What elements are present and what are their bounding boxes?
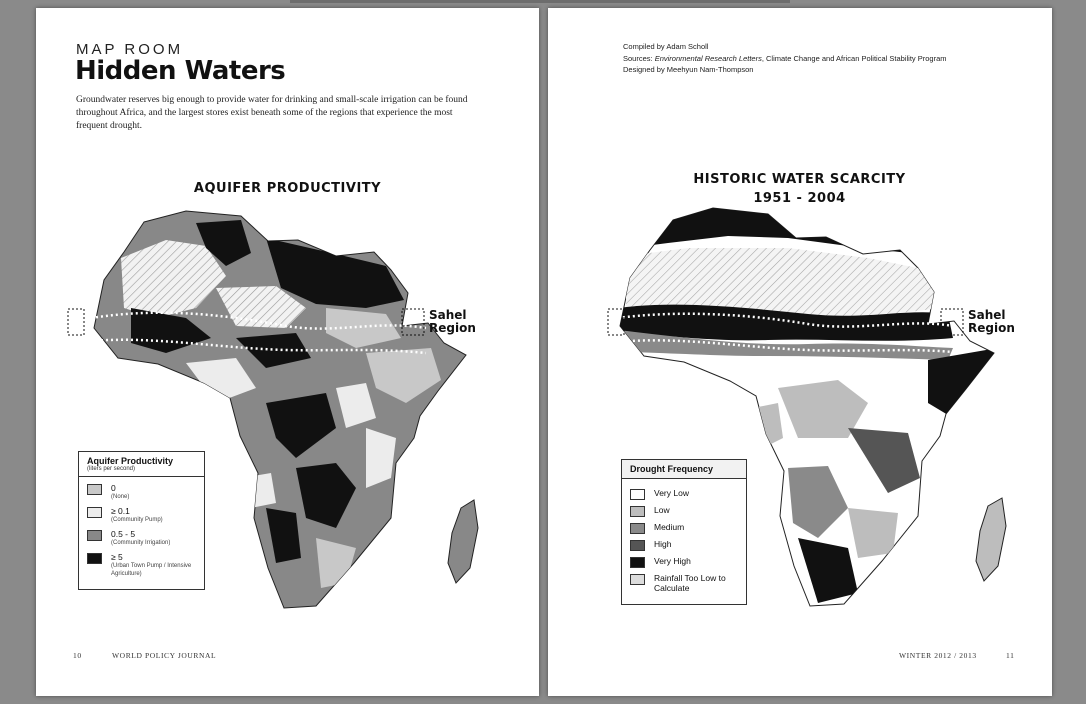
legend-swatch [630,574,645,585]
sahel-region-label: Sahel Region [429,308,476,335]
legend-swatch [630,489,645,500]
legend-swatch [630,523,645,534]
legend-item: High [630,539,738,551]
legend-item: Medium [630,522,738,534]
viewer-top-bar [290,0,790,3]
legend-swatch [630,506,645,517]
drought-legend [621,459,747,605]
legend-swatch [630,557,645,568]
legend-unit: (liters per second) [87,466,136,472]
aquifer-legend [78,451,205,590]
legend-item: ≥ 0.1 (Community Pump) [87,506,196,524]
legend-swatch [87,484,102,495]
sahel-bracket-west [68,309,84,335]
legend-item: Very Low [630,488,738,500]
folio-journal-name: WORLD POLICY JOURNAL [112,651,217,660]
madagascar [976,498,1006,581]
page-title: Hidden Waters [75,56,286,86]
aquifer-map-title: AQUIFER PRODUCTIVITY [193,181,382,196]
credit-compiled: Compiled by Adam Scholl [623,42,709,51]
legend-item: 0 (None) [87,483,196,501]
folio-page-number: 10 [73,651,82,660]
legend-item: Very High [630,556,738,568]
aquifer-productivity-map [36,8,539,696]
legend-swatch [87,530,102,541]
right-page [548,8,1052,696]
legend-swatch [630,540,645,551]
intro-paragraph: Groundwater reserves big enough to provide water for drinking and small-scale irrigation can be found throughout Africa, and the largest stores exist beneath some of the regions that experience the most frequent drought. [76,95,468,131]
legend-item: ≥ 5 (Urban Town Pump / Intensive Agriculture) [87,552,196,578]
folio-issue: WINTER 2012 / 2013 [899,651,977,660]
sahel-region-label: Sahel Region [968,308,1015,335]
credit-designed: Designed by Meehyun Nam-Thompson [623,65,754,74]
legend-item: Rainfall Too Low to Calculate [630,573,738,593]
legend-title: Aquifer Productivity [87,456,174,466]
legend-swatch [87,507,102,518]
left-page [36,8,539,696]
legend-title: Drought Frequency [630,464,714,474]
section-kicker: MAP ROOM [76,41,184,58]
legend-item: 0.5 - 5 (Community Irrigation) [87,529,196,547]
folio-page-number: 11 [1006,651,1015,660]
credit-sources: Sources: Environmental Research Letters, Climate Change and African Political Stability Program [623,53,947,63]
madagascar [448,500,478,583]
scarcity-map-title: HISTORIC WATER SCARCITY 1951 - 2004 [693,172,906,206]
legend-swatch [87,553,102,564]
legend-item: Low [630,505,738,517]
